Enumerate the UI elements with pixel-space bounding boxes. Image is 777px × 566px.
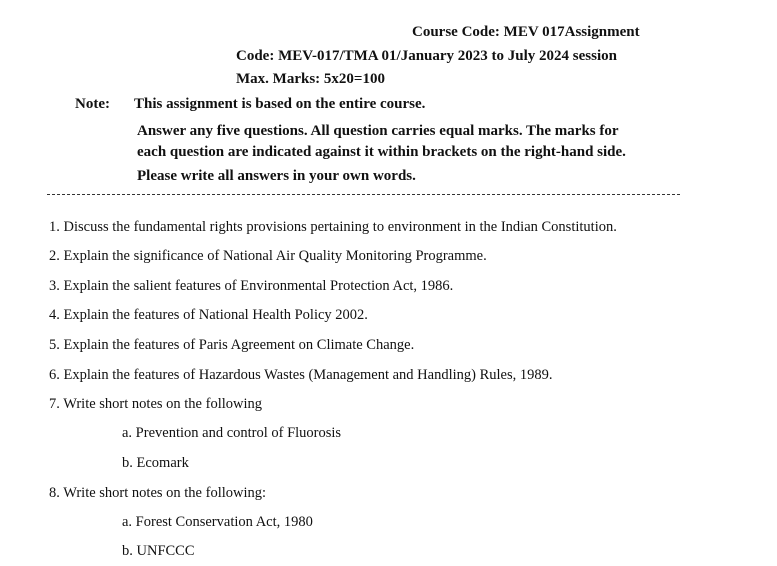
question-8: 8. Write short notes on the following: bbox=[49, 485, 267, 501]
question-7-sub-b: b. Ecomark bbox=[122, 455, 189, 471]
question-8-sub-b: b. UNFCCC bbox=[122, 543, 195, 559]
note-line-4: Please write all answers in your own words. bbox=[137, 168, 416, 184]
assignment-code-heading: Code: MEV-017/TMA 01/January 2023 to July 2024 session bbox=[236, 48, 617, 64]
question-6: 6. Explain the features of Hazardous Wastes (Management and Handling) Rules, 1989. bbox=[49, 367, 553, 383]
question-7: 7. Write short notes on the following bbox=[49, 396, 262, 412]
max-marks-heading: Max. Marks: 5x20=100 bbox=[236, 71, 385, 87]
note-line-2: Answer any five questions. All question carries equal marks. The marks for bbox=[137, 123, 619, 139]
question-7-sub-a: a. Prevention and control of Fluorosis bbox=[122, 425, 342, 441]
question-5: 5. Explain the features of Paris Agreement on Climate Change. bbox=[49, 337, 415, 353]
question-4: 4. Explain the features of National Health Policy 2002. bbox=[49, 307, 368, 323]
question-2: 2. Explain the significance of National Air Quality Monitoring Programme. bbox=[49, 248, 487, 264]
note-line-1: This assignment is based on the entire course. bbox=[134, 96, 426, 112]
course-code-heading: Course Code: MEV 017Assignment bbox=[412, 24, 640, 40]
note-line-3: each question are indicated against it within brackets on the right-hand side. bbox=[137, 144, 626, 160]
question-8-sub-a: a. Forest Conservation Act, 1980 bbox=[122, 514, 313, 530]
question-1: 1. Discuss the fundamental rights provisions pertaining to environment in the Indian Constitution. bbox=[49, 219, 617, 235]
note-label: Note: bbox=[75, 96, 110, 112]
section-divider bbox=[47, 194, 680, 195]
question-3: 3. Explain the salient features of Environmental Protection Act, 1986. bbox=[49, 278, 454, 294]
